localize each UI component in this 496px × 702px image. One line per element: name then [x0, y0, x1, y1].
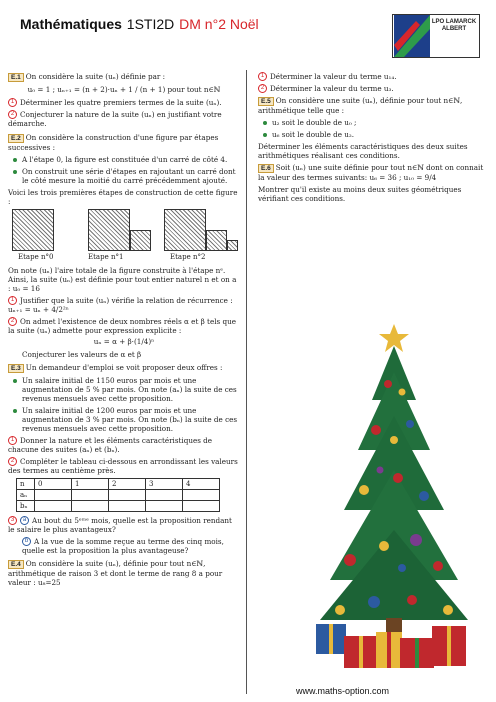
exercise-1	[8, 72, 240, 82]
table-cell	[146, 501, 183, 512]
exercise-tag: E.5	[258, 97, 274, 106]
exercise-intro: On considère la suite (uₙ) définie par :	[25, 72, 166, 81]
question	[258, 72, 488, 81]
question	[8, 516, 240, 534]
exercise-tag: E.6	[258, 164, 274, 173]
title-class: 1STI2D	[126, 16, 175, 32]
table-cell	[183, 490, 220, 501]
bullet-item: On construit une série d'étapes en rajoutant un carré dont le côté mesure la moitié du carré précédemment ajouté.	[8, 167, 240, 185]
question-text: A la vue de la somme reçue au terme des cinq mois, quelle est la proposition la plus avantageuse?	[22, 537, 224, 555]
formula: uₙ = α + β·(1/4)ⁿ	[93, 337, 155, 346]
logo-line-1: LPO LAMARCK	[431, 19, 477, 25]
table-cell	[35, 490, 72, 501]
exercise-4	[8, 559, 240, 587]
question-number: 1	[8, 296, 17, 305]
question-number: 2	[258, 84, 267, 93]
question-text: Déterminer les quatre premiers termes de la suite (uₙ).	[20, 98, 222, 107]
table-cell	[183, 501, 220, 512]
question-text: Conjecturer la nature de la suite (uₙ) en justifiant votre démarche.	[8, 110, 222, 128]
exercise-intro: Un demandeur d'emploi se voit proposer deux offres :	[25, 363, 223, 372]
table-header-cell: 3	[146, 479, 183, 490]
table-header-cell: 4	[183, 479, 220, 490]
subquestion-letter: a	[20, 516, 29, 525]
question-text: Déterminer la valeur du terme u₃.	[270, 84, 394, 93]
table-cell	[109, 501, 146, 512]
table-row	[17, 490, 220, 501]
exercise-tag: E.3	[8, 364, 24, 373]
table-header-cell: 1	[72, 479, 109, 490]
question	[258, 84, 488, 93]
values-table	[16, 478, 220, 512]
table-cell	[72, 490, 109, 501]
bullet-item: u₂ soit le double de u₀ ;	[258, 118, 488, 127]
bullet-item: u₆ soit le double de u₂.	[258, 130, 488, 139]
exercise-tag: E.2	[8, 134, 24, 143]
column-divider	[246, 70, 247, 694]
right-column	[258, 72, 488, 206]
question	[8, 436, 240, 454]
question	[8, 110, 240, 128]
question-text: Justifier que la suite (uₙ) vérifie la relation de récurrence : uₙ₊₁ = uₙ + 4/2²ⁿ	[8, 296, 233, 314]
figure-label: Etape n°0	[18, 253, 54, 261]
bullet-item: Un salaire initial de 1200 euros par mois et une augmentation de 3 % par mois. On note (bₙ) la suite de ces revenus mensuels avec cette proposition.	[8, 406, 240, 433]
title-subject: Mathématiques	[20, 16, 122, 32]
formula: u₀ = 1 ; uₙ₊₁ = (n + 2)·uₙ + 1 / (n + 1) pour tout n∈ℕ	[27, 85, 221, 94]
table-row	[17, 501, 220, 512]
question	[8, 98, 240, 107]
construction-figures	[8, 209, 240, 253]
figure-label: Etape n°2	[170, 253, 206, 261]
exercise-intro: On considère la suite (uₙ), définie pour tout n∈ℕ, arithmétique de raison 3 et dont le terme de rang 8 a pour valeur : u₈=25	[8, 559, 223, 587]
figure-label: Etape n°1	[88, 253, 124, 261]
question-number: 1	[8, 436, 17, 445]
christmas-tree-illustration	[314, 320, 474, 680]
paragraph: Voici les trois premières étapes de construction de cette figure :	[8, 188, 238, 206]
table-header-cell: 2	[109, 479, 146, 490]
table-row-label: bₙ	[17, 501, 35, 512]
question-number: 1	[8, 98, 17, 107]
exercise-intro: On considère la construction d'une figure par étapes successives :	[8, 133, 219, 152]
paragraph: Montrer qu'il existe au moins deux suites géométriques vérifiant ces conditions.	[258, 185, 462, 203]
question-text: On admet l'existence de deux nombres réels α et β tels que la suite (uₙ) admette pour expression explicite :	[8, 317, 236, 335]
school-logo	[392, 14, 480, 58]
figure-step1-square-small	[130, 230, 151, 251]
figure-step2-square-small	[227, 240, 238, 251]
exercise-6	[258, 163, 488, 182]
paragraph: On note (uₙ) l'aire totale de la figure construite à l'étape nᵉ. Ainsi, la suite (uₙ) est définie pour tout entier naturel n et on a : u₀ = 16	[8, 266, 237, 293]
table-header-cell: n	[17, 479, 35, 490]
question	[8, 537, 240, 555]
table-row-label: aₙ	[17, 490, 35, 501]
title-dm: DM n°2 Noël	[179, 16, 259, 32]
figure-step2-square-large	[164, 209, 206, 251]
exercise-5	[258, 96, 488, 115]
exercise-intro: On considère une suite (uₙ), définie pour tout n∈ℕ, arithmétique telle que :	[258, 96, 463, 115]
question-text: Donner la nature et les éléments caractéristiques de chacune des suites (aₙ) et (bₙ).	[8, 436, 213, 454]
question-text: Déterminer la valeur du terme u₁₄.	[270, 72, 397, 81]
bullet-item: Un salaire initial de 1150 euros par mois et une augmentation de 5 % par mois. On note (aₙ) la suite de ces revenus mensuels avec cette proposition.	[8, 376, 240, 403]
question-text: Conjecturer les valeurs de α et β	[22, 350, 142, 359]
figure-labels	[8, 253, 240, 263]
bullet-item: A l'étape 0, la figure est constituée d'un carré de côté 4.	[8, 155, 240, 164]
table-cell	[109, 490, 146, 501]
figure-step2-square-medium	[206, 230, 227, 251]
exercise-intro: Soit (uₙ) une suite définie pour tout n∈ℕ dont on connait la valeur des termes suivants: u₆ = 36 ; u₁₀ = 9/4	[258, 163, 484, 182]
question-number: 2	[8, 317, 17, 326]
exercise-3	[8, 363, 240, 373]
question	[8, 457, 240, 475]
exercise-tag: E.4	[8, 560, 24, 569]
table-cell	[146, 490, 183, 501]
school-logo-icon	[394, 15, 430, 57]
tree-trunk	[386, 618, 402, 634]
table-cell	[72, 501, 109, 512]
subquestion-letter: b	[22, 537, 31, 546]
table-header-cell: 0	[35, 479, 72, 490]
footer-url[interactable]: www.maths-option.com	[296, 686, 390, 696]
page-title	[20, 16, 259, 33]
paragraph: Déterminer les éléments caractéristiques des deux suites arithmétiques réalisant ces conditions.	[258, 142, 468, 160]
question-text: Au bout du 5ᵉᵐᵉ mois, quelle est la proposition rendant le salaire le plus avantageux?	[8, 516, 232, 534]
table-cell	[35, 501, 72, 512]
question	[8, 296, 240, 314]
figure-step1-square-large	[88, 209, 130, 251]
table-header-row	[17, 479, 220, 490]
question-number: 3	[8, 516, 17, 525]
exercise-2	[8, 133, 240, 152]
logo-line-2: ALBERT	[441, 26, 467, 32]
question-number: 2	[8, 457, 17, 466]
school-logo-text	[429, 19, 479, 33]
question-text: Compléter le tableau ci-dessous en arrondissant les valeurs des termes au centième près.	[8, 457, 238, 475]
question	[8, 317, 240, 335]
left-column	[8, 72, 240, 590]
exercise-tag: E.1	[8, 73, 24, 82]
figure-step0-square	[12, 209, 54, 251]
question-number: 1	[258, 72, 267, 81]
question-number: 2	[8, 110, 17, 119]
